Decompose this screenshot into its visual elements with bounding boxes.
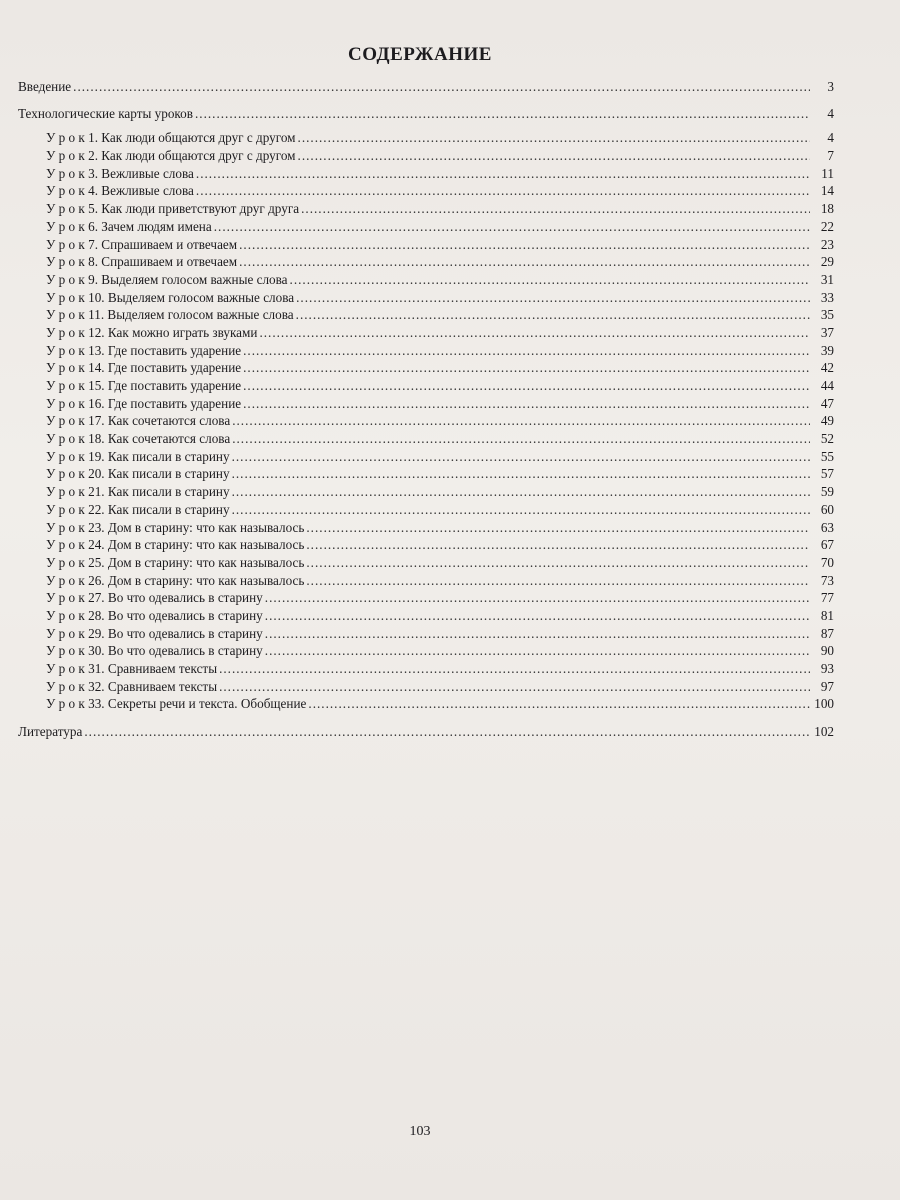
toc-entry-lesson bbox=[18, 253, 834, 271]
toc-entry-label: Литература bbox=[18, 724, 83, 740]
toc-entry-page: 73 bbox=[820, 572, 834, 588]
dot-leader bbox=[265, 642, 810, 660]
toc-entry-page: 59 bbox=[820, 484, 834, 500]
dot-leader bbox=[308, 695, 810, 713]
toc-entry-lesson bbox=[18, 642, 834, 660]
toc-entry-label: У р о к 17. Как сочетаются слова bbox=[46, 413, 231, 429]
toc-entry-introduction bbox=[18, 78, 834, 96]
toc-entry-label: У р о к 29. Во что одевались в старину bbox=[46, 625, 263, 641]
dot-leader bbox=[290, 271, 810, 289]
toc-entry-lesson bbox=[18, 536, 834, 554]
toc-entry-label: У р о к 16. Где поставить ударение bbox=[46, 395, 242, 411]
dot-leader bbox=[306, 519, 810, 537]
toc-entry-lesson bbox=[18, 430, 834, 448]
toc-entry-lesson bbox=[18, 342, 834, 360]
toc-entry-page: 18 bbox=[820, 201, 834, 217]
toc-entry-lesson bbox=[18, 625, 834, 643]
toc-entry-lesson bbox=[18, 218, 834, 236]
toc-entry-page: 4 bbox=[827, 130, 834, 146]
toc-entry-lesson bbox=[18, 359, 834, 377]
dot-leader bbox=[243, 342, 810, 360]
toc-entry-label: У р о к 4. Вежливые слова bbox=[46, 183, 194, 199]
toc-entry-page: 47 bbox=[820, 395, 834, 411]
toc-entry-label: У р о к 21. Как писали в старину bbox=[46, 484, 230, 500]
toc-entry-page: 4 bbox=[827, 105, 834, 121]
toc-entry-lesson bbox=[18, 182, 834, 200]
dot-leader bbox=[219, 660, 810, 678]
toc-entry-page: 81 bbox=[820, 607, 834, 623]
toc-entry-label: У р о к 13. Где поставить ударение bbox=[46, 342, 242, 358]
toc-entry-label: У р о к 20. Как писали в старину bbox=[46, 466, 230, 482]
toc-entry-label: У р о к 8. Спрашиваем и отвечаем bbox=[46, 254, 238, 270]
dot-leader bbox=[296, 306, 810, 324]
toc-entry-lesson bbox=[18, 200, 834, 218]
toc-entry-page: 22 bbox=[820, 218, 834, 234]
dot-leader bbox=[243, 377, 810, 395]
dot-leader bbox=[232, 483, 810, 501]
toc-entry-lesson bbox=[18, 129, 834, 147]
toc-entry-lesson bbox=[18, 589, 834, 607]
dot-leader bbox=[265, 589, 810, 607]
toc-entry-page: 70 bbox=[820, 554, 834, 570]
toc-entry-lesson bbox=[18, 607, 834, 625]
toc-entry-label: Введение bbox=[18, 79, 72, 94]
dot-leader bbox=[298, 147, 810, 165]
toc-entry-label: У р о к 26. Дом в старину: что как называлось bbox=[46, 572, 305, 588]
toc-entry-page: 33 bbox=[820, 289, 834, 305]
toc-entry-lesson bbox=[18, 236, 834, 254]
toc-entry-page: 55 bbox=[820, 448, 834, 464]
toc-entry-page: 87 bbox=[820, 625, 834, 641]
dot-leader bbox=[196, 182, 810, 200]
toc-entry-page: 29 bbox=[820, 254, 834, 270]
toc-entry-label: У р о к 27. Во что одевались в старину bbox=[46, 590, 263, 606]
dot-leader bbox=[232, 465, 810, 483]
page-number: 103 bbox=[409, 1124, 431, 1139]
toc-entry-page: 44 bbox=[820, 378, 834, 393]
toc-entry-lesson bbox=[18, 678, 834, 696]
toc-entry-label: У р о к 32. Сравниваем тексты bbox=[46, 678, 218, 694]
toc-entry-lesson-maps bbox=[18, 105, 834, 123]
dot-leader bbox=[84, 723, 810, 741]
dot-leader bbox=[306, 536, 810, 554]
toc-entry-lesson bbox=[18, 165, 834, 183]
toc-entry-label: Технологические карты уроков bbox=[18, 105, 193, 121]
toc-entry-lesson bbox=[18, 395, 834, 413]
dot-leader bbox=[232, 412, 810, 430]
dot-leader bbox=[298, 129, 810, 147]
toc-entry-lesson bbox=[18, 519, 834, 537]
dot-leader bbox=[296, 289, 810, 307]
toc-entry-label: У р о к 19. Как писали в старину bbox=[46, 448, 230, 464]
dot-leader bbox=[239, 236, 810, 254]
dot-leader bbox=[265, 625, 810, 643]
toc-entry-label: У р о к 30. Во что одевались в старину bbox=[46, 643, 263, 659]
toc-entry-page: 52 bbox=[820, 431, 834, 447]
toc-entry-page: 67 bbox=[820, 537, 834, 553]
dot-leader bbox=[196, 165, 810, 183]
dot-leader bbox=[306, 572, 810, 590]
toc-entry-label: У р о к 5. Как люди приветствуют друг друга bbox=[46, 201, 300, 217]
dot-leader bbox=[195, 105, 810, 123]
lesson-list bbox=[18, 129, 834, 713]
toc-entry-page: 11 bbox=[821, 165, 834, 181]
toc-entry-label: У р о к 18. Как сочетаются слова bbox=[46, 431, 231, 447]
toc-entry-lesson bbox=[18, 412, 834, 430]
toc-entry-lesson bbox=[18, 289, 834, 307]
toc-entry-lesson bbox=[18, 306, 834, 324]
toc-entry-page: 102 bbox=[814, 724, 834, 740]
toc-entry-page: 7 bbox=[827, 148, 834, 164]
toc-entry-label: У р о к 12. Как можно играть звуками bbox=[46, 324, 258, 340]
toc-entry-label: У р о к 28. Во что одевались в старину bbox=[46, 607, 263, 623]
dot-leader bbox=[232, 501, 810, 519]
toc-entry-label: У р о к 31. Сравниваем тексты bbox=[46, 661, 218, 676]
toc-entry-label: У р о к 2. Как люди общаются друг с другом bbox=[46, 148, 296, 164]
dot-leader bbox=[239, 253, 810, 271]
toc-entry-lesson bbox=[18, 377, 834, 395]
toc-entry-lesson bbox=[18, 501, 834, 519]
toc-entry-page: 90 bbox=[820, 643, 834, 659]
table-of-contents bbox=[18, 78, 834, 741]
toc-entry-page: 63 bbox=[820, 519, 834, 535]
dot-leader bbox=[243, 359, 810, 377]
toc-entry-page: 3 bbox=[827, 79, 834, 94]
toc-entry-page: 39 bbox=[820, 342, 834, 358]
toc-entry-label: У р о к 14. Где поставить ударение bbox=[46, 360, 242, 376]
toc-entry-label: У р о к 23. Дом в старину: что как называлось bbox=[46, 519, 305, 535]
dot-leader bbox=[265, 607, 810, 625]
toc-entry-label: У р о к 24. Дом в старину: что как называлось bbox=[46, 537, 305, 553]
dot-leader bbox=[214, 218, 810, 236]
toc-entry-label: У р о к 15. Где поставить ударение bbox=[46, 378, 242, 393]
toc-entry-lesson bbox=[18, 271, 834, 289]
toc-entry-label: У р о к 6. Зачем людям имена bbox=[46, 218, 212, 234]
dot-leader bbox=[243, 395, 810, 413]
toc-entry-label: У р о к 7. Спрашиваем и отвечаем bbox=[46, 236, 238, 252]
toc-entry-lesson bbox=[18, 660, 834, 678]
toc-entry-page: 42 bbox=[820, 360, 834, 376]
toc-entry-page: 100 bbox=[814, 696, 834, 712]
toc-entry-label: У р о к 25. Дом в старину: что как называлось bbox=[46, 554, 305, 570]
toc-entry-page: 14 bbox=[820, 183, 834, 199]
toc-entry-page: 93 bbox=[820, 661, 834, 676]
toc-entry-lesson bbox=[18, 465, 834, 483]
dot-leader bbox=[73, 78, 810, 96]
toc-entry-page: 77 bbox=[820, 590, 834, 606]
dot-leader bbox=[219, 678, 810, 696]
toc-entry-label: У р о к 33. Секреты речи и текста. Обобщение bbox=[46, 696, 307, 712]
toc-entry-lesson bbox=[18, 554, 834, 572]
toc-entry-lesson bbox=[18, 324, 834, 342]
toc-entry-page: 97 bbox=[820, 678, 834, 694]
toc-entry-literature bbox=[18, 723, 834, 741]
dot-leader bbox=[232, 448, 810, 466]
toc-entry-label: У р о к 11. Выделяем голосом важные слова bbox=[46, 307, 294, 323]
dot-leader bbox=[306, 554, 810, 572]
toc-entry-label: У р о к 10. Выделяем голосом важные слова bbox=[46, 289, 295, 305]
toc-entry-lesson bbox=[18, 448, 834, 466]
toc-entry-page: 60 bbox=[820, 501, 834, 517]
toc-entry-page: 49 bbox=[820, 413, 834, 429]
toc-entry-label: У р о к 22. Как писали в старину bbox=[46, 501, 230, 517]
dot-leader bbox=[232, 430, 810, 448]
toc-entry-lesson bbox=[18, 483, 834, 501]
toc-entry-lesson bbox=[18, 572, 834, 590]
dot-leader bbox=[259, 324, 810, 342]
toc-entry-page: 57 bbox=[820, 466, 834, 482]
toc-entry-page: 23 bbox=[820, 236, 834, 252]
contents-title: СОДЕРЖАНИЕ bbox=[348, 44, 492, 65]
toc-entry-lesson bbox=[18, 147, 834, 165]
dot-leader bbox=[301, 200, 810, 218]
toc-entry-label: У р о к 3. Вежливые слова bbox=[46, 165, 194, 181]
toc-entry-page: 31 bbox=[820, 271, 834, 287]
toc-entry-label: У р о к 1. Как люди общаются друг с другом bbox=[46, 130, 296, 146]
toc-entry-lesson bbox=[18, 695, 834, 713]
toc-entry-page: 35 bbox=[820, 307, 834, 323]
toc-entry-label: У р о к 9. Выделяем голосом важные слова bbox=[46, 271, 288, 287]
toc-entry-page: 37 bbox=[820, 324, 834, 340]
